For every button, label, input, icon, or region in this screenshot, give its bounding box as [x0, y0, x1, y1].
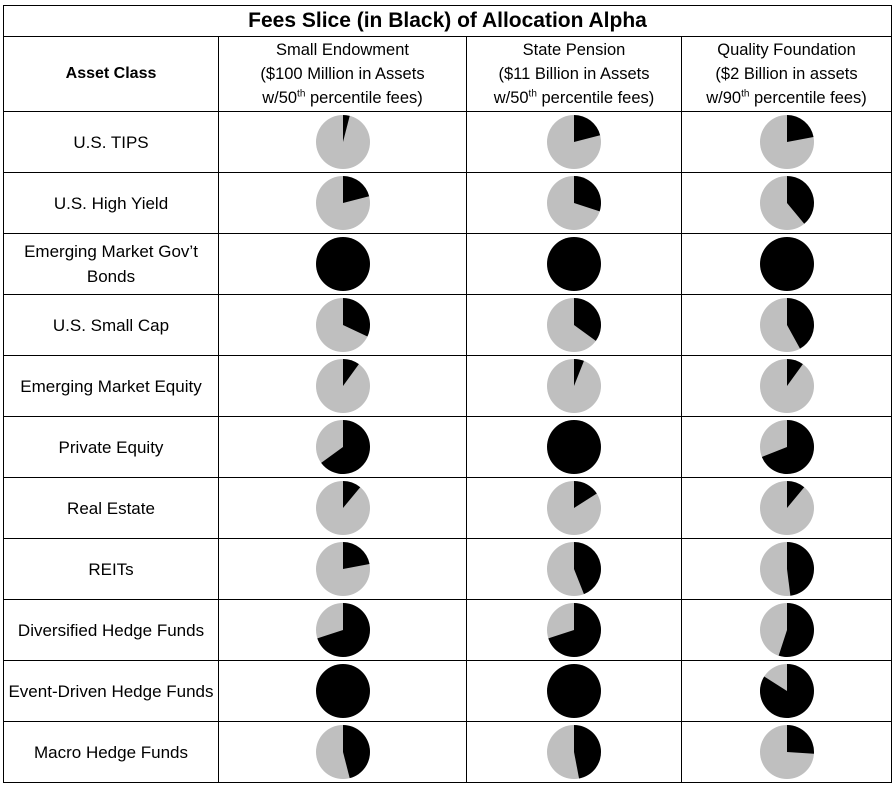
row-label: Private Equity	[4, 417, 219, 478]
column-header-0	[219, 37, 467, 112]
pie-chart	[546, 358, 602, 414]
fees-table-container	[3, 5, 891, 783]
pie-chart	[546, 724, 602, 780]
table-body	[4, 112, 892, 783]
pie-cell	[467, 539, 682, 600]
table-row	[4, 722, 892, 783]
row-label: U.S. TIPS	[4, 112, 219, 173]
table-row	[4, 539, 892, 600]
chart-title: Fees Slice (in Black) of Allocation Alpha	[4, 6, 892, 37]
column-header-line1: Quality Foundation	[717, 41, 856, 59]
pie-chart	[759, 541, 815, 597]
pie-chart	[546, 419, 602, 475]
pie-chart	[315, 175, 371, 231]
pie-chart	[546, 236, 602, 292]
pie-cell	[682, 173, 892, 234]
table-row	[4, 112, 892, 173]
pie-cell	[219, 173, 467, 234]
pie-chart	[546, 663, 602, 719]
table-row	[4, 478, 892, 539]
pie-chart	[315, 724, 371, 780]
pie-chart	[315, 480, 371, 536]
pie-chart	[759, 236, 815, 292]
pie-cell	[467, 234, 682, 295]
pie-cell	[682, 539, 892, 600]
row-label: Event-Driven Hedge Funds	[4, 661, 219, 722]
pie-cell	[682, 661, 892, 722]
row-label: U.S. Small Cap	[4, 295, 219, 356]
pie-slice-fee	[787, 542, 814, 596]
table-row	[4, 600, 892, 661]
table-row	[4, 234, 892, 295]
table-row	[4, 295, 892, 356]
pie-chart	[315, 358, 371, 414]
column-header-line3-sup: th	[741, 88, 750, 100]
column-header-line3-pre: w/90	[706, 89, 742, 107]
pie-cell	[682, 417, 892, 478]
pie-cell	[219, 478, 467, 539]
pie-chart	[546, 114, 602, 170]
row-label: Macro Hedge Funds	[4, 722, 219, 783]
pie-cell	[467, 356, 682, 417]
pie-slice-fee	[547, 664, 601, 718]
column-header-line1: State Pension	[522, 41, 626, 59]
pie-cell	[467, 112, 682, 173]
column-header-line2: ($2 Billion in assets	[715, 65, 858, 83]
pie-cell	[467, 722, 682, 783]
table-row	[4, 173, 892, 234]
pie-cell	[219, 356, 467, 417]
pie-cell	[467, 173, 682, 234]
table-row	[4, 356, 892, 417]
pie-cell	[682, 722, 892, 783]
table-row	[4, 417, 892, 478]
pie-chart	[546, 602, 602, 658]
pie-chart	[759, 297, 815, 353]
pie-slice-fee	[547, 420, 601, 474]
fees-table	[3, 5, 892, 783]
pie-chart	[315, 663, 371, 719]
pie-cell	[682, 295, 892, 356]
pie-chart	[759, 724, 815, 780]
column-header-line2: ($100 Million in Assets	[260, 65, 425, 83]
pie-cell	[219, 722, 467, 783]
pie-chart	[759, 663, 815, 719]
pie-chart	[546, 480, 602, 536]
pie-cell	[682, 112, 892, 173]
pie-chart	[759, 175, 815, 231]
column-header-1	[467, 37, 682, 112]
column-header-2	[682, 37, 892, 112]
pie-cell	[682, 234, 892, 295]
pie-cell	[467, 661, 682, 722]
pie-cell	[682, 356, 892, 417]
pie-slice-fee	[574, 725, 601, 779]
pie-cell	[682, 600, 892, 661]
pie-chart	[759, 602, 815, 658]
column-header-line3-pre: w/50	[493, 89, 529, 107]
pie-cell	[467, 478, 682, 539]
pie-slice-fee	[316, 664, 370, 718]
pie-chart	[315, 236, 371, 292]
column-header-line3-post: percentile fees)	[749, 89, 867, 107]
pie-cell	[219, 417, 467, 478]
pie-cell	[219, 112, 467, 173]
row-label: REITs	[4, 539, 219, 600]
pie-chart	[315, 297, 371, 353]
pie-chart	[315, 114, 371, 170]
pie-slice-fee	[787, 725, 814, 754]
row-label: U.S. High Yield	[4, 173, 219, 234]
column-header-line3-post: percentile fees)	[536, 89, 655, 107]
row-label: Diversified Hedge Funds	[4, 600, 219, 661]
pie-cell	[467, 417, 682, 478]
pie-chart	[315, 419, 371, 475]
column-header-line3-pre: w/50	[262, 89, 298, 107]
row-label: Real Estate	[4, 478, 219, 539]
pie-chart	[546, 175, 602, 231]
pie-chart	[546, 541, 602, 597]
pie-cell	[467, 600, 682, 661]
pie-chart	[315, 602, 371, 658]
pie-cell	[219, 234, 467, 295]
pie-slice-fee	[760, 237, 814, 291]
column-header-line3-sup: th	[528, 88, 537, 100]
table-row	[4, 661, 892, 722]
row-label: Emerging Market Gov’t Bonds	[4, 234, 219, 295]
pie-chart	[759, 358, 815, 414]
column-header-line3-sup: th	[297, 88, 306, 100]
pie-cell	[219, 295, 467, 356]
column-header-line3-post: percentile fees)	[305, 89, 423, 107]
pie-slice-fee	[547, 237, 601, 291]
pie-cell	[219, 600, 467, 661]
column-header-line2: ($11 Billion in Assets	[498, 65, 650, 83]
pie-chart	[315, 541, 371, 597]
column-header-line1: Small Endowment	[276, 41, 409, 59]
pie-slice-fee	[316, 237, 370, 291]
pie-chart	[759, 480, 815, 536]
pie-chart	[759, 419, 815, 475]
pie-cell	[219, 539, 467, 600]
pie-cell	[682, 478, 892, 539]
pie-cell	[219, 661, 467, 722]
pie-chart	[546, 297, 602, 353]
pie-cell	[467, 295, 682, 356]
row-label: Emerging Market Equity	[4, 356, 219, 417]
pie-chart	[759, 114, 815, 170]
column-header-asset-class: Asset Class	[4, 37, 219, 112]
